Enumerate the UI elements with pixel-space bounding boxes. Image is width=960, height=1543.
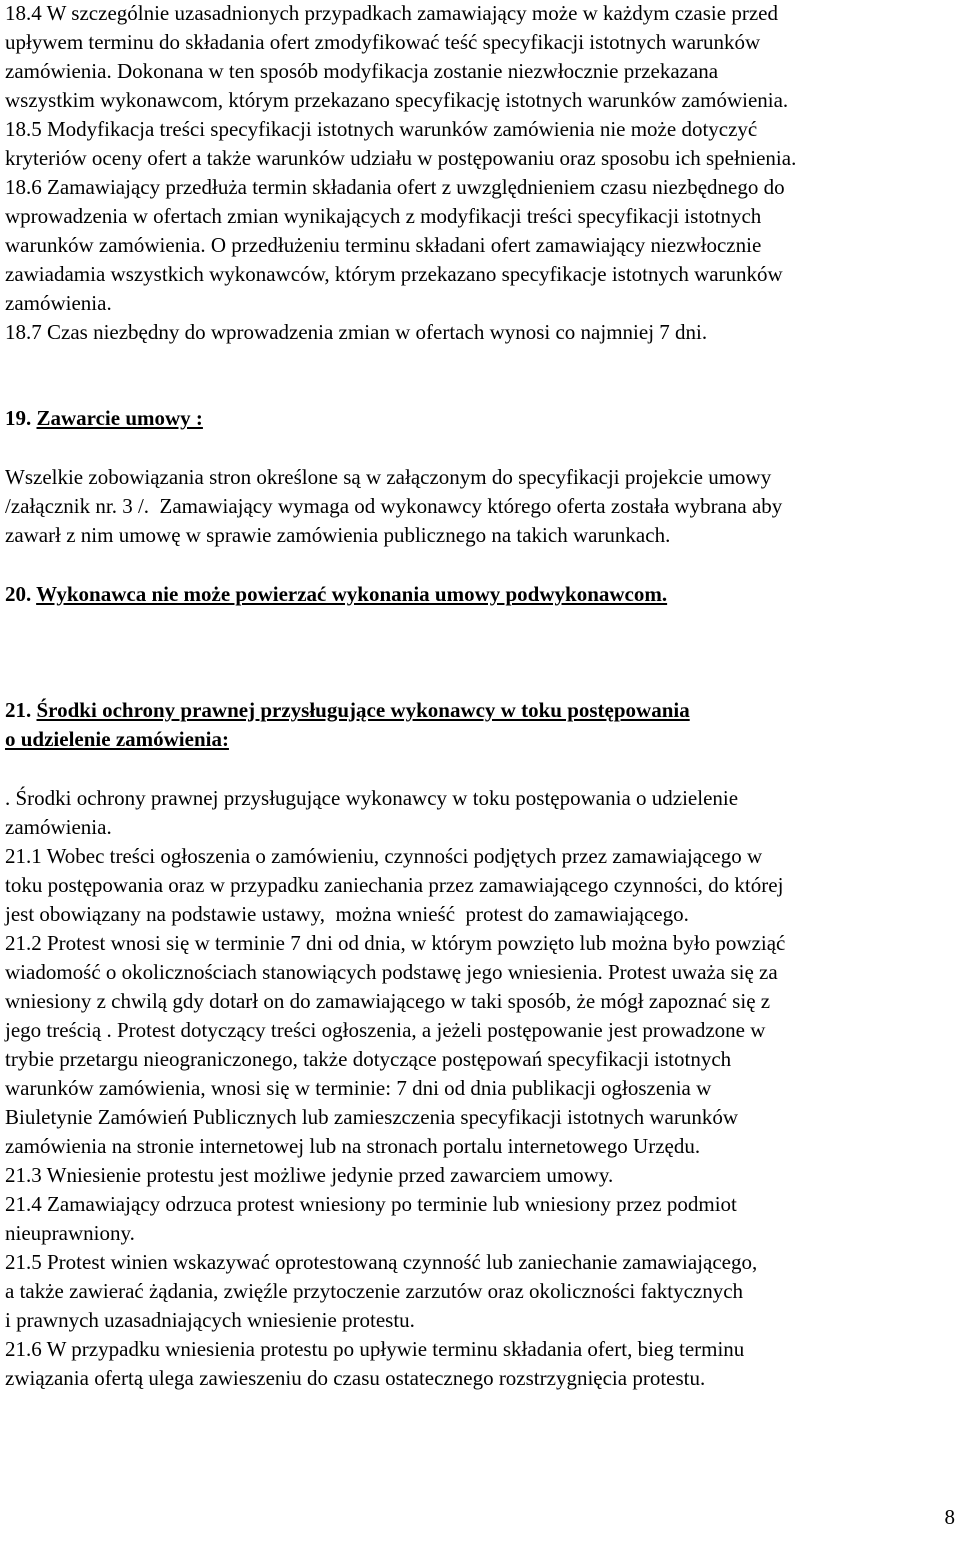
paragraph-line: 18.4 W szczególnie uzasadnionych przypadkach zamawiający może w każdym czasie przed bbox=[5, 1, 778, 25]
paragraph-line: zawarł z nim umowę w sprawie zamówienia publicznego na takich warunkach. bbox=[5, 523, 671, 547]
section-20-number: 20. bbox=[5, 582, 32, 606]
section-19-number: 19. bbox=[5, 406, 32, 430]
section-21-heading-cont bbox=[5, 726, 229, 752]
paragraph-line: trybie przetargu nieograniczonego, także dotyczące postępowań specyfikacji istotnych bbox=[5, 1047, 732, 1071]
paragraph-line: warunków zamówienia, wnosi się w terminie: 7 dni od dnia publikacji ogłoszenia w bbox=[5, 1076, 712, 1100]
paragraph-line: kryteriów oceny ofert a także warunków udziału w postępowaniu oraz sposobu ich spełnienia. bbox=[5, 146, 797, 170]
paragraph-line: . Środki ochrony prawnej przysługujące wykonawcy w toku postępowania o udzielenie bbox=[5, 786, 739, 810]
paragraph-line: 21.5 Protest winien wskazywać oprotestowaną czynność lub zaniechanie zamawiającego, bbox=[5, 1250, 758, 1274]
paragraph-line: zawiadamia wszystkich wykonawców, którym przekazano specyfikacje istotnych warunków bbox=[5, 262, 783, 286]
paragraph-line: warunków zamówienia. O przedłużeniu terminu składani ofert zamawiający niezwłocznie bbox=[5, 233, 762, 257]
section-19-heading bbox=[5, 405, 203, 431]
section-19-title: Zawarcie umowy : bbox=[36, 406, 203, 430]
paragraph-line: wszystkim wykonawcom, którym przekazano specyfikację istotnych warunków zamówienia. bbox=[5, 88, 789, 112]
paragraph-line: zamówienia na stronie internetowej lub na stronach portalu internetowego Urzędu. bbox=[5, 1134, 701, 1158]
paragraph-line: toku postępowania oraz w przypadku zaniechania przez zamawiającego czynności, do której bbox=[5, 873, 784, 897]
paragraph-line: i prawnych uzasadniających wniesienie protestu. bbox=[5, 1308, 415, 1332]
paragraph-line: /załącznik nr. 3 /. Zamawiający wymaga od wykonawcy którego oferta została wybrana aby bbox=[5, 494, 783, 518]
paragraph-line: 21.2 Protest wnosi się w terminie 7 dni od dnia, w którym powzięto lub można było powziąć bbox=[5, 931, 786, 955]
paragraph-line: upływem terminu do składania ofert zmodyfikować teść specyfikacji istotnych warunków bbox=[5, 30, 761, 54]
paragraph-line: 21.4 Zamawiający odrzuca protest wniesiony po terminie lub wniesiony przez podmiot bbox=[5, 1192, 737, 1216]
paragraph-line: 21.1 Wobec treści ogłoszenia o zamówieniu, czynności podjętych przez zamawiającego w bbox=[5, 844, 763, 868]
paragraph-line: 21.3 Wniesienie protestu jest możliwe jedynie przed zawarciem umowy. bbox=[5, 1163, 614, 1187]
paragraph-line: a także zawierać żądania, zwięźle przytoczenie zarzutów oraz okoliczności faktycznych bbox=[5, 1279, 744, 1303]
section-21-title-line2: o udzielenie zamówienia: bbox=[5, 727, 229, 751]
paragraph-line: wprowadzenia w ofertach zmian wynikających z modyfikacji treści specyfikacji istotnych bbox=[5, 204, 762, 228]
paragraph-line: 18.5 Modyfikacja treści specyfikacji istotnych warunków zamówienia nie może dotyczyć bbox=[5, 117, 758, 141]
paragraph-line: jego treścią . Protest dotyczący treści ogłoszenia, a jeżeli postępowanie jest prowadzone w bbox=[5, 1018, 766, 1042]
paragraph-line: 18.7 Czas niezbędny do wprowadzenia zmian w ofertach wynosi co najmniej 7 dni. bbox=[5, 320, 708, 344]
section-21-number: 21. bbox=[5, 698, 32, 722]
paragraph-line: jest obowiązany na podstawie ustawy, można wnieść protest do zamawiającego. bbox=[5, 902, 689, 926]
paragraph-line: 18.6 Zamawiający przedłuża termin składania ofert z uwzględnieniem czasu niezbędnego do bbox=[5, 175, 785, 199]
paragraph-line: zamówienia. bbox=[5, 815, 112, 839]
paragraph-line: Wszelkie zobowiązania stron określone są w załączonym do specyfikacji projekcie umowy bbox=[5, 465, 772, 489]
paragraph-line: wniesiony z chwilą gdy dotarł on do zamawiającego w taki sposób, że mógł zapoznać się z bbox=[5, 989, 771, 1013]
paragraph-line: związania ofertą ulega zawieszeniu do czasu ostatecznego rozstrzygnięcia protestu. bbox=[5, 1366, 706, 1390]
paragraph-line: 21.6 W przypadku wniesienia protestu po upływie terminu składania ofert, bieg terminu bbox=[5, 1337, 745, 1361]
page-number: 8 bbox=[944, 1505, 955, 1529]
paragraph-line: wiadomość o okolicznościach stanowiących podstawę jego wniesienia. Protest uważa się za bbox=[5, 960, 778, 984]
section-20-title: Wykonawca nie może powierzać wykonania umowy podwykonawcom. bbox=[36, 582, 668, 606]
paragraph-line: zamówienia. Dokonana w ten sposób modyfikacja zostanie niezwłocznie przekazana bbox=[5, 59, 719, 83]
section-21-heading bbox=[5, 697, 690, 723]
section-20-heading bbox=[5, 581, 667, 607]
paragraph-line: zamówienia. bbox=[5, 291, 112, 315]
paragraph-line: Biuletynie Zamówień Publicznych lub zamieszczenia specyfikacji istotnych warunków bbox=[5, 1105, 739, 1129]
paragraph-line: nieuprawniony. bbox=[5, 1221, 135, 1245]
section-21-title-line1: Środki ochrony prawnej przysługujące wykonawcy w toku postępowania bbox=[36, 698, 690, 722]
